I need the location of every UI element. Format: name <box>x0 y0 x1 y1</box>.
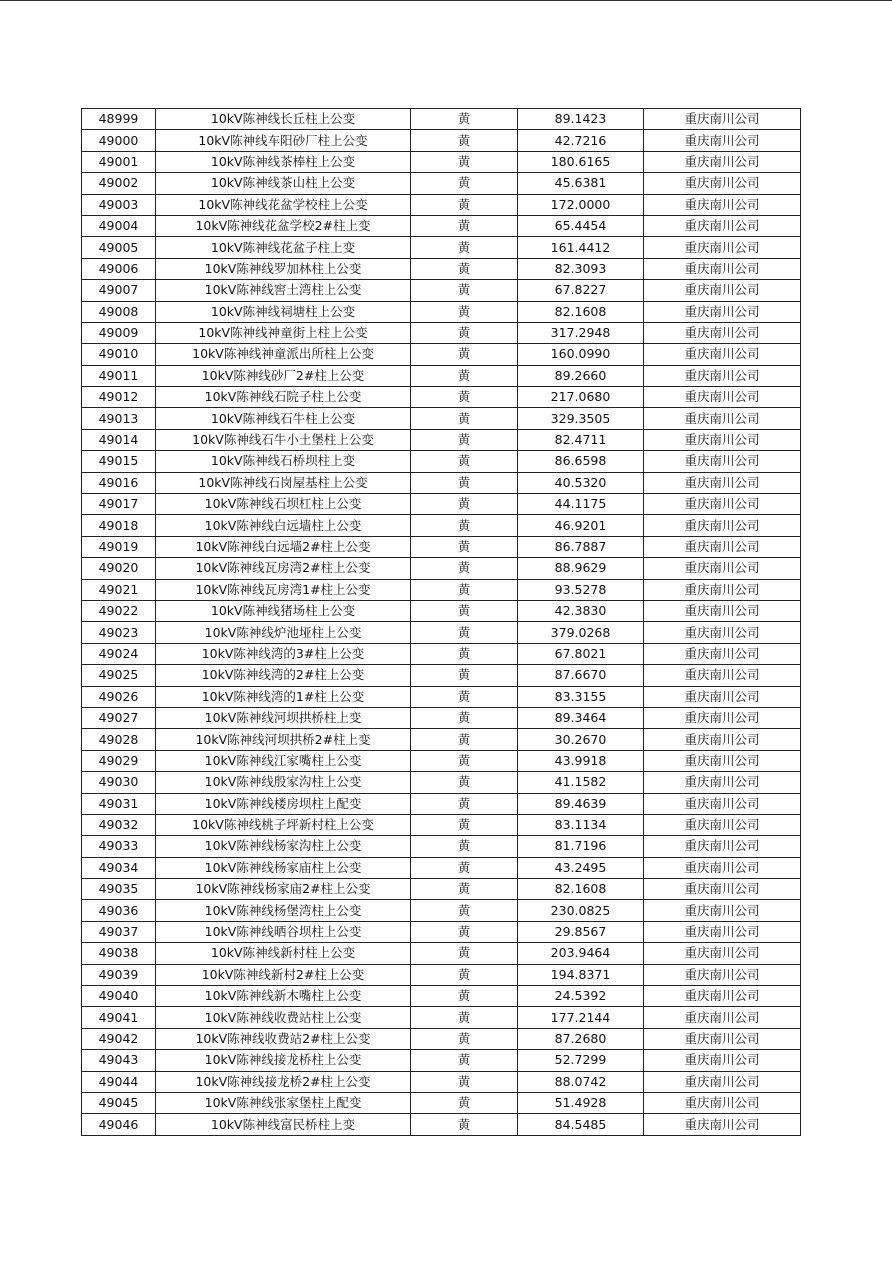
table-row <box>82 429 801 450</box>
warning-level-cell: 黄 <box>411 964 518 985</box>
transformer-name-cell: 10kV陈神线瓦房湾1#柱上公变 <box>156 579 411 600</box>
row-id-cell: 49009 <box>82 322 156 343</box>
company-cell: 重庆南川公司 <box>644 472 801 493</box>
transformer-name-cell: 10kV陈神线石牛小土堡柱上公变 <box>156 429 411 450</box>
row-id-cell: 49046 <box>82 1114 156 1135</box>
transformer-name-cell: 10kV陈神线罗加林柱上公变 <box>156 258 411 279</box>
row-id-cell: 49040 <box>82 986 156 1007</box>
value-cell: 89.4639 <box>518 793 644 814</box>
table-row <box>82 451 801 472</box>
table-row <box>82 836 801 857</box>
warning-level-cell: 黄 <box>411 665 518 686</box>
transformer-name-cell: 10kV陈神线窖土湾柱上公变 <box>156 280 411 301</box>
row-id-cell: 49033 <box>82 836 156 857</box>
company-cell: 重庆南川公司 <box>644 109 801 130</box>
table-row <box>82 365 801 386</box>
warning-level-cell: 黄 <box>411 643 518 664</box>
row-id-cell: 49032 <box>82 814 156 835</box>
row-id-cell: 49042 <box>82 1028 156 1049</box>
value-cell: 86.7887 <box>518 536 644 557</box>
row-id-cell: 49025 <box>82 665 156 686</box>
value-cell: 81.7196 <box>518 836 644 857</box>
company-cell: 重庆南川公司 <box>644 1050 801 1071</box>
row-id-cell: 49041 <box>82 1007 156 1028</box>
transformer-name-cell: 10kV陈神线花盆学校2#柱上变 <box>156 215 411 236</box>
company-cell: 重庆南川公司 <box>644 643 801 664</box>
row-id-cell: 49028 <box>82 729 156 750</box>
company-cell: 重庆南川公司 <box>644 536 801 557</box>
table-row <box>82 879 801 900</box>
warning-level-cell: 黄 <box>411 387 518 408</box>
table-row <box>82 600 801 621</box>
company-cell: 重庆南川公司 <box>644 707 801 728</box>
table-row <box>82 173 801 194</box>
table-row <box>82 322 801 343</box>
transformer-name-cell: 10kV陈神线神童派出所柱上公变 <box>156 344 411 365</box>
company-cell: 重庆南川公司 <box>644 879 801 900</box>
row-id-cell: 49030 <box>82 772 156 793</box>
row-id-cell: 49011 <box>82 365 156 386</box>
row-id-cell: 49018 <box>82 515 156 536</box>
warning-level-cell: 黄 <box>411 814 518 835</box>
transformer-name-cell: 10kV陈神线白远墙柱上公变 <box>156 515 411 536</box>
company-cell: 重庆南川公司 <box>644 750 801 771</box>
value-cell: 42.7216 <box>518 130 644 151</box>
table-row <box>82 301 801 322</box>
value-cell: 45.6381 <box>518 173 644 194</box>
transformer-name-cell: 10kV陈神线石桥坝柱上变 <box>156 451 411 472</box>
value-cell: 160.0990 <box>518 344 644 365</box>
table-row <box>82 151 801 172</box>
value-cell: 42.3830 <box>518 600 644 621</box>
transformer-name-cell: 10kV陈神线楼房坝柱上配变 <box>156 793 411 814</box>
warning-level-cell: 黄 <box>411 943 518 964</box>
company-cell: 重庆南川公司 <box>644 665 801 686</box>
company-cell: 重庆南川公司 <box>644 793 801 814</box>
transformer-name-cell: 10kV陈神线河坝拱桥柱上变 <box>156 707 411 728</box>
value-cell: 51.4928 <box>518 1092 644 1113</box>
row-id-cell: 49026 <box>82 686 156 707</box>
table-row <box>82 344 801 365</box>
transformer-name-cell: 10kV陈神线炉池垭柱上公变 <box>156 622 411 643</box>
warning-level-cell: 黄 <box>411 1007 518 1028</box>
company-cell: 重庆南川公司 <box>644 1028 801 1049</box>
row-id-cell: 49019 <box>82 536 156 557</box>
value-cell: 194.8371 <box>518 964 644 985</box>
row-id-cell: 49020 <box>82 558 156 579</box>
transformer-name-cell: 10kV陈神线石坝杠柱上公变 <box>156 494 411 515</box>
row-id-cell: 49039 <box>82 964 156 985</box>
row-id-cell: 49010 <box>82 344 156 365</box>
warning-level-cell: 黄 <box>411 429 518 450</box>
warning-level-cell: 黄 <box>411 857 518 878</box>
row-id-cell: 49027 <box>82 707 156 728</box>
warning-level-cell: 黄 <box>411 750 518 771</box>
company-cell: 重庆南川公司 <box>644 258 801 279</box>
value-cell: 317.2948 <box>518 322 644 343</box>
transformer-name-cell: 10kV陈神线猪场柱上公变 <box>156 600 411 621</box>
row-id-cell: 49031 <box>82 793 156 814</box>
row-id-cell: 49012 <box>82 387 156 408</box>
row-id-cell: 49006 <box>82 258 156 279</box>
value-cell: 87.6670 <box>518 665 644 686</box>
warning-level-cell: 黄 <box>411 536 518 557</box>
company-cell: 重庆南川公司 <box>644 451 801 472</box>
transformer-name-cell: 10kV陈神线花盆子柱上变 <box>156 237 411 258</box>
value-cell: 379.0268 <box>518 622 644 643</box>
table-row <box>82 109 801 130</box>
company-cell: 重庆南川公司 <box>644 408 801 429</box>
value-cell: 30.2670 <box>518 729 644 750</box>
table-row <box>82 814 801 835</box>
transformer-name-cell: 10kV陈神线花盆学校柱上公变 <box>156 194 411 215</box>
transformer-name-cell: 10kV陈神线接龙桥2#柱上公变 <box>156 1071 411 1092</box>
value-cell: 83.3155 <box>518 686 644 707</box>
value-cell: 65.4454 <box>518 215 644 236</box>
table-row <box>82 237 801 258</box>
row-id-cell: 49002 <box>82 173 156 194</box>
value-cell: 89.1423 <box>518 109 644 130</box>
warning-level-cell: 黄 <box>411 130 518 151</box>
warning-level-cell: 黄 <box>411 151 518 172</box>
transformer-name-cell: 10kV陈神线接龙桥柱上公变 <box>156 1050 411 1071</box>
warning-level-cell: 黄 <box>411 986 518 1007</box>
row-id-cell: 49022 <box>82 600 156 621</box>
warning-level-cell: 黄 <box>411 472 518 493</box>
table-row <box>82 1114 801 1135</box>
company-cell: 重庆南川公司 <box>644 387 801 408</box>
warning-level-cell: 黄 <box>411 365 518 386</box>
warning-level-cell: 黄 <box>411 344 518 365</box>
company-cell: 重庆南川公司 <box>644 344 801 365</box>
value-cell: 82.1608 <box>518 301 644 322</box>
company-cell: 重庆南川公司 <box>644 130 801 151</box>
company-cell: 重庆南川公司 <box>644 194 801 215</box>
warning-level-cell: 黄 <box>411 215 518 236</box>
table-row <box>82 665 801 686</box>
transformer-name-cell: 10kV陈神线茶山柱上公变 <box>156 173 411 194</box>
warning-level-cell: 黄 <box>411 301 518 322</box>
row-id-cell: 49017 <box>82 494 156 515</box>
company-cell: 重庆南川公司 <box>644 173 801 194</box>
table-row <box>82 857 801 878</box>
table-row <box>82 1007 801 1028</box>
table-row <box>82 964 801 985</box>
table-row <box>82 579 801 600</box>
value-cell: 89.2660 <box>518 365 644 386</box>
table-row <box>82 793 801 814</box>
row-id-cell: 49036 <box>82 900 156 921</box>
row-id-cell: 49029 <box>82 750 156 771</box>
value-cell: 329.3505 <box>518 408 644 429</box>
warning-level-cell: 黄 <box>411 579 518 600</box>
value-cell: 177.2144 <box>518 1007 644 1028</box>
transformer-name-cell: 10kV陈神线杨家沟柱上公变 <box>156 836 411 857</box>
transformer-name-cell: 10kV陈神线砂厂2#柱上公变 <box>156 365 411 386</box>
transformer-name-cell: 10kV陈神线湾的2#柱上公变 <box>156 665 411 686</box>
company-cell: 重庆南川公司 <box>644 772 801 793</box>
warning-level-cell: 黄 <box>411 280 518 301</box>
value-cell: 180.6165 <box>518 151 644 172</box>
table-row <box>82 515 801 536</box>
row-id-cell: 49003 <box>82 194 156 215</box>
company-cell: 重庆南川公司 <box>644 900 801 921</box>
warning-level-cell: 黄 <box>411 1114 518 1135</box>
transformer-name-cell: 10kV陈神线瓦房湾2#柱上公变 <box>156 558 411 579</box>
row-id-cell: 48999 <box>82 109 156 130</box>
transformer-name-cell: 10kV陈神线殷家沟柱上公变 <box>156 772 411 793</box>
row-id-cell: 49023 <box>82 622 156 643</box>
row-id-cell: 49043 <box>82 1050 156 1071</box>
company-cell: 重庆南川公司 <box>644 814 801 835</box>
warning-level-cell: 黄 <box>411 1071 518 1092</box>
value-cell: 24.5392 <box>518 986 644 1007</box>
warning-level-cell: 黄 <box>411 494 518 515</box>
row-id-cell: 49037 <box>82 921 156 942</box>
warning-level-cell: 黄 <box>411 1028 518 1049</box>
value-cell: 44.1175 <box>518 494 644 515</box>
table-row <box>82 707 801 728</box>
value-cell: 89.3464 <box>518 707 644 728</box>
company-cell: 重庆南川公司 <box>644 857 801 878</box>
company-cell: 重庆南川公司 <box>644 1092 801 1113</box>
row-id-cell: 49038 <box>82 943 156 964</box>
company-cell: 重庆南川公司 <box>644 494 801 515</box>
warning-level-cell: 黄 <box>411 879 518 900</box>
company-cell: 重庆南川公司 <box>644 600 801 621</box>
company-cell: 重庆南川公司 <box>644 964 801 985</box>
company-cell: 重庆南川公司 <box>644 151 801 172</box>
transformer-name-cell: 10kV陈神线祠塘柱上公变 <box>156 301 411 322</box>
transformer-name-cell: 10kV陈神线湾的3#柱上公变 <box>156 643 411 664</box>
company-cell: 重庆南川公司 <box>644 237 801 258</box>
company-cell: 重庆南川公司 <box>644 1114 801 1135</box>
transformer-name-cell: 10kV陈神线杨家庙2#柱上公变 <box>156 879 411 900</box>
table-row <box>82 472 801 493</box>
company-cell: 重庆南川公司 <box>644 322 801 343</box>
warning-level-cell: 黄 <box>411 1092 518 1113</box>
company-cell: 重庆南川公司 <box>644 215 801 236</box>
table-row <box>82 387 801 408</box>
table-row <box>82 986 801 1007</box>
company-cell: 重庆南川公司 <box>644 280 801 301</box>
table-row <box>82 921 801 942</box>
value-cell: 82.4711 <box>518 429 644 450</box>
transformer-name-cell: 10kV陈神线新村柱上公变 <box>156 943 411 964</box>
value-cell: 43.9918 <box>518 750 644 771</box>
warning-level-cell: 黄 <box>411 793 518 814</box>
value-cell: 46.9201 <box>518 515 644 536</box>
value-cell: 93.5278 <box>518 579 644 600</box>
transformer-name-cell: 10kV陈神线车阳砂厂柱上公变 <box>156 130 411 151</box>
value-cell: 41.1582 <box>518 772 644 793</box>
warning-level-cell: 黄 <box>411 194 518 215</box>
row-id-cell: 49045 <box>82 1092 156 1113</box>
data-table <box>81 108 801 1136</box>
table-row <box>82 536 801 557</box>
transformer-name-cell: 10kV陈神线杨家庙柱上公变 <box>156 857 411 878</box>
row-id-cell: 49015 <box>82 451 156 472</box>
transformer-name-cell: 10kV陈神线石岗屋基柱上公变 <box>156 472 411 493</box>
transformer-name-cell: 10kV陈神线茶棒柱上公变 <box>156 151 411 172</box>
warning-level-cell: 黄 <box>411 1050 518 1071</box>
transformer-name-cell: 10kV陈神线新木嘴柱上公变 <box>156 986 411 1007</box>
transformer-name-cell: 10kV陈神线湾的1#柱上公变 <box>156 686 411 707</box>
table-row <box>82 1050 801 1071</box>
warning-level-cell: 黄 <box>411 686 518 707</box>
value-cell: 84.5485 <box>518 1114 644 1135</box>
transformer-name-cell: 10kV陈神线白远墙2#柱上公变 <box>156 536 411 557</box>
company-cell: 重庆南川公司 <box>644 515 801 536</box>
row-id-cell: 49008 <box>82 301 156 322</box>
transformer-name-cell: 10kV陈神线江家嘴柱上公变 <box>156 750 411 771</box>
company-cell: 重庆南川公司 <box>644 836 801 857</box>
table-row <box>82 1092 801 1113</box>
value-cell: 87.2680 <box>518 1028 644 1049</box>
warning-level-cell: 黄 <box>411 558 518 579</box>
company-cell: 重庆南川公司 <box>644 365 801 386</box>
company-cell: 重庆南川公司 <box>644 921 801 942</box>
value-cell: 172.0000 <box>518 194 644 215</box>
table-row <box>82 729 801 750</box>
table-body <box>82 109 801 1136</box>
value-cell: 29.8567 <box>518 921 644 942</box>
company-cell: 重庆南川公司 <box>644 579 801 600</box>
table-row <box>82 1028 801 1049</box>
table-row <box>82 558 801 579</box>
table-row <box>82 280 801 301</box>
value-cell: 161.4412 <box>518 237 644 258</box>
transformer-name-cell: 10kV陈神线河坝拱桥2#柱上变 <box>156 729 411 750</box>
value-cell: 40.5320 <box>518 472 644 493</box>
warning-level-cell: 黄 <box>411 707 518 728</box>
value-cell: 52.7299 <box>518 1050 644 1071</box>
value-cell: 203.9464 <box>518 943 644 964</box>
warning-level-cell: 黄 <box>411 322 518 343</box>
warning-level-cell: 黄 <box>411 729 518 750</box>
row-id-cell: 49007 <box>82 280 156 301</box>
value-cell: 43.2495 <box>518 857 644 878</box>
company-cell: 重庆南川公司 <box>644 1071 801 1092</box>
transformer-name-cell: 10kV陈神线杨堡湾柱上公变 <box>156 900 411 921</box>
transformer-name-cell: 10kV陈神线富民桥柱上变 <box>156 1114 411 1135</box>
table-row <box>82 943 801 964</box>
row-id-cell: 49000 <box>82 130 156 151</box>
warning-level-cell: 黄 <box>411 622 518 643</box>
value-cell: 83.1134 <box>518 814 644 835</box>
table-row <box>82 215 801 236</box>
value-cell: 88.0742 <box>518 1071 644 1092</box>
row-id-cell: 49001 <box>82 151 156 172</box>
transformer-name-cell: 10kV陈神线收费站柱上公变 <box>156 1007 411 1028</box>
value-cell: 82.1608 <box>518 879 644 900</box>
warning-level-cell: 黄 <box>411 921 518 942</box>
row-id-cell: 49013 <box>82 408 156 429</box>
table-row <box>82 194 801 215</box>
company-cell: 重庆南川公司 <box>644 558 801 579</box>
transformer-name-cell: 10kV陈神线桃子坪新村柱上公变 <box>156 814 411 835</box>
warning-level-cell: 黄 <box>411 258 518 279</box>
value-cell: 67.8021 <box>518 643 644 664</box>
table-row <box>82 494 801 515</box>
table-row <box>82 900 801 921</box>
company-cell: 重庆南川公司 <box>644 1007 801 1028</box>
warning-level-cell: 黄 <box>411 900 518 921</box>
warning-level-cell: 黄 <box>411 600 518 621</box>
table-row <box>82 772 801 793</box>
company-cell: 重庆南川公司 <box>644 429 801 450</box>
page-top-border <box>0 0 892 1</box>
transformer-name-cell: 10kV陈神线新村2#柱上公变 <box>156 964 411 985</box>
row-id-cell: 49016 <box>82 472 156 493</box>
transformer-name-cell: 10kV陈神线石牛柱上公变 <box>156 408 411 429</box>
warning-level-cell: 黄 <box>411 237 518 258</box>
transformer-name-cell: 10kV陈神线收费站2#柱上公变 <box>156 1028 411 1049</box>
value-cell: 230.0825 <box>518 900 644 921</box>
transformer-name-cell: 10kV陈神线神童街上柱上公变 <box>156 322 411 343</box>
row-id-cell: 49004 <box>82 215 156 236</box>
transformer-name-cell: 10kV陈神线长丘柱上公变 <box>156 109 411 130</box>
warning-level-cell: 黄 <box>411 173 518 194</box>
table-row <box>82 622 801 643</box>
row-id-cell: 49044 <box>82 1071 156 1092</box>
table-row <box>82 408 801 429</box>
row-id-cell: 49021 <box>82 579 156 600</box>
warning-level-cell: 黄 <box>411 109 518 130</box>
table-row <box>82 750 801 771</box>
company-cell: 重庆南川公司 <box>644 729 801 750</box>
row-id-cell: 49035 <box>82 879 156 900</box>
table-row <box>82 130 801 151</box>
company-cell: 重庆南川公司 <box>644 986 801 1007</box>
warning-level-cell: 黄 <box>411 408 518 429</box>
value-cell: 217.0680 <box>518 387 644 408</box>
company-cell: 重庆南川公司 <box>644 301 801 322</box>
table-row <box>82 686 801 707</box>
table-row <box>82 1071 801 1092</box>
company-cell: 重庆南川公司 <box>644 622 801 643</box>
warning-level-cell: 黄 <box>411 836 518 857</box>
transformer-name-cell: 10kV陈神线晒谷坝柱上公变 <box>156 921 411 942</box>
row-id-cell: 49005 <box>82 237 156 258</box>
value-cell: 86.6598 <box>518 451 644 472</box>
transformer-name-cell: 10kV陈神线石院子柱上公变 <box>156 387 411 408</box>
warning-level-cell: 黄 <box>411 772 518 793</box>
row-id-cell: 49034 <box>82 857 156 878</box>
warning-level-cell: 黄 <box>411 451 518 472</box>
transformer-name-cell: 10kV陈神线张家堡柱上配变 <box>156 1092 411 1113</box>
table-row <box>82 643 801 664</box>
company-cell: 重庆南川公司 <box>644 943 801 964</box>
value-cell: 88.9629 <box>518 558 644 579</box>
value-cell: 82.3093 <box>518 258 644 279</box>
row-id-cell: 49024 <box>82 643 156 664</box>
company-cell: 重庆南川公司 <box>644 686 801 707</box>
warning-level-cell: 黄 <box>411 515 518 536</box>
value-cell: 67.8227 <box>518 280 644 301</box>
table-row <box>82 258 801 279</box>
row-id-cell: 49014 <box>82 429 156 450</box>
